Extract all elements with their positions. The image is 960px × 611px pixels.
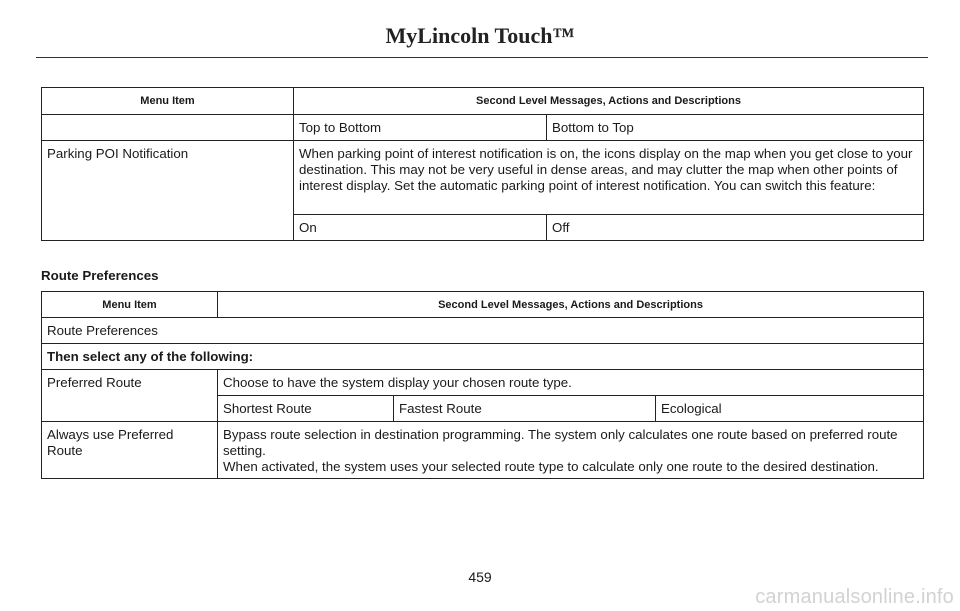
option-cell: On bbox=[294, 215, 547, 241]
column-header-menu-item: Menu Item bbox=[42, 88, 294, 115]
option-cell: Ecological bbox=[656, 396, 924, 422]
title-divider bbox=[36, 57, 928, 58]
menu-item-always-use-preferred-route: Always use Preferred Route bbox=[42, 422, 218, 479]
option-cell: Top to Bottom bbox=[294, 115, 547, 141]
description-cell: Choose to have the system display your chosen route type. bbox=[218, 370, 924, 396]
option-cell: Shortest Route bbox=[218, 396, 394, 422]
route-preferences-table bbox=[41, 291, 924, 479]
page-number: 459 bbox=[468, 569, 492, 585]
option-cell: Bottom to Top bbox=[547, 115, 924, 141]
watermark: carmanualsonline.info bbox=[755, 586, 954, 608]
section-heading: Route Preferences bbox=[41, 268, 159, 283]
menu-item-preferred-route: Preferred Route bbox=[42, 370, 218, 422]
description-line: Bypass route selection in destination programming. The system only calculates one route based on preferred route setting. bbox=[223, 427, 898, 458]
menu-item-parking-poi: Parking POI Notification bbox=[42, 141, 294, 241]
route-preferences-row: Route Preferences bbox=[42, 318, 924, 344]
option-cell: Off bbox=[547, 215, 924, 241]
description-line: When activated, the system uses your selected route type to calculate only one route to the desired destination. bbox=[223, 459, 879, 474]
column-header-messages: Second Level Messages, Actions and Descriptions bbox=[294, 88, 924, 115]
column-header-messages: Second Level Messages, Actions and Descriptions bbox=[218, 292, 924, 318]
empty-cell bbox=[42, 115, 294, 141]
column-header-menu-item: Menu Item bbox=[42, 292, 218, 318]
description-cell bbox=[218, 422, 924, 479]
parking-options-table bbox=[41, 87, 924, 241]
page-title: MyLincoln Touch™ bbox=[385, 23, 575, 48]
select-any-row: Then select any of the following: bbox=[42, 344, 924, 370]
option-cell: Fastest Route bbox=[394, 396, 656, 422]
description-cell: When parking point of interest notification is on, the icons display on the map when you get close to your destination. This may not be very useful in dense areas, and may clutter the map when other points of interest display. Set the automatic parking point of interest notification. You can switch this feature: bbox=[294, 141, 924, 215]
